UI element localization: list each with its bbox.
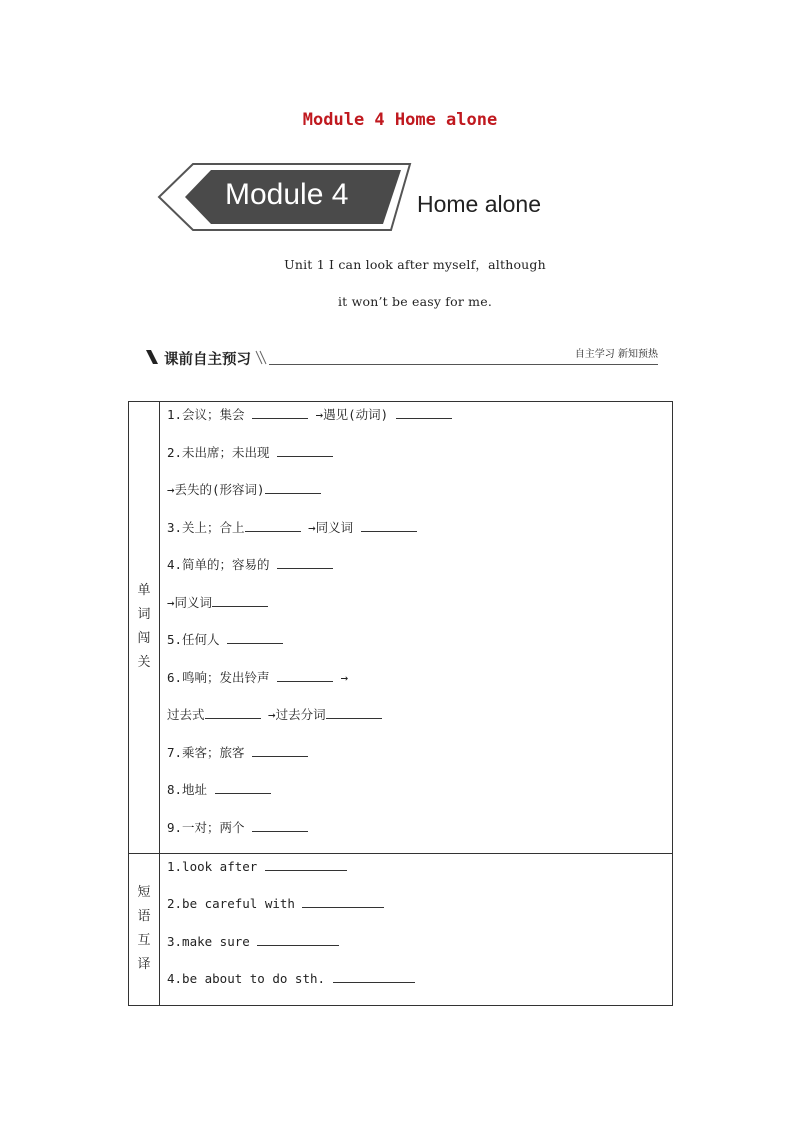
unit-title-line1: Unit 1 I can look after myself，although: [284, 257, 546, 272]
answer-blank[interactable]: [277, 443, 333, 457]
vocab-item: 7.乘客；旅客: [167, 741, 672, 779]
answer-blank[interactable]: [252, 818, 308, 832]
vocab-item: 过去式 →过去分词: [167, 703, 672, 741]
answer-blank[interactable]: [265, 857, 347, 871]
answer-blank[interactable]: [277, 668, 333, 682]
vocab-item: →同义词: [167, 591, 672, 629]
phrase-item: 1.look after: [167, 855, 672, 893]
module-label: Module 4: [225, 178, 349, 211]
answer-blank[interactable]: [212, 593, 268, 607]
vocab-item: 4.简单的；容易的: [167, 553, 672, 591]
section-note: 自主学习 新知预热: [574, 349, 658, 360]
answer-blank[interactable]: [257, 932, 339, 946]
answer-blank[interactable]: [396, 405, 452, 419]
vocab-item: 9.一对；两个: [167, 816, 672, 853]
answer-blank[interactable]: [252, 405, 308, 419]
vocab-item: 6.鸣响；发出铃声 →: [167, 669, 349, 685]
vocab-item: →丢失的(形容词): [167, 478, 672, 516]
unit-title-line2: it won’t be easy for me.: [337, 294, 493, 309]
module-name: Home alone: [417, 191, 542, 217]
vocab-items: [160, 402, 673, 854]
answer-blank[interactable]: [361, 518, 417, 532]
section-rule: [269, 364, 658, 365]
answer-blank[interactable]: [227, 630, 283, 644]
vocab-item: 8.地址: [167, 778, 672, 816]
section-header: [144, 345, 658, 367]
answer-blank[interactable]: [326, 705, 382, 719]
answer-blank[interactable]: [265, 480, 321, 494]
vocab-item: 2.未出席；未出现: [167, 441, 672, 479]
answer-blank[interactable]: [215, 780, 271, 794]
phrase-item: 2.be careful with: [167, 892, 672, 930]
answer-blank[interactable]: [252, 743, 308, 757]
answer-blank[interactable]: [245, 518, 301, 532]
page-title: Module 4 Home alone: [302, 110, 498, 130]
exercise-table: [128, 401, 673, 1006]
module-banner: [155, 162, 575, 232]
vocab-item: 5.任何人: [167, 628, 672, 666]
phrase-item: 3.make sure: [167, 930, 672, 968]
vocab-item: 1.会议；集会 →遇见(动词): [167, 403, 672, 441]
answer-blank[interactable]: [205, 705, 261, 719]
double-slash-icon: [254, 350, 268, 366]
section-title: 课前自主预习: [164, 352, 251, 368]
answer-blank[interactable]: [277, 555, 333, 569]
phrase-items: [160, 853, 673, 1005]
phrase-category: 短 语 互 译: [129, 853, 160, 1005]
vocab-category: 单 词 闯 关: [129, 402, 160, 854]
vocab-item: 3.关上；合上 →同义词: [167, 516, 672, 554]
slash-icon: [144, 348, 162, 368]
phrase-section: [129, 853, 673, 1005]
answer-blank[interactable]: [333, 969, 415, 983]
phrase-item: 4.be about to do sth.: [167, 967, 672, 1005]
vocab-section: [129, 402, 673, 854]
answer-blank[interactable]: [302, 894, 384, 908]
